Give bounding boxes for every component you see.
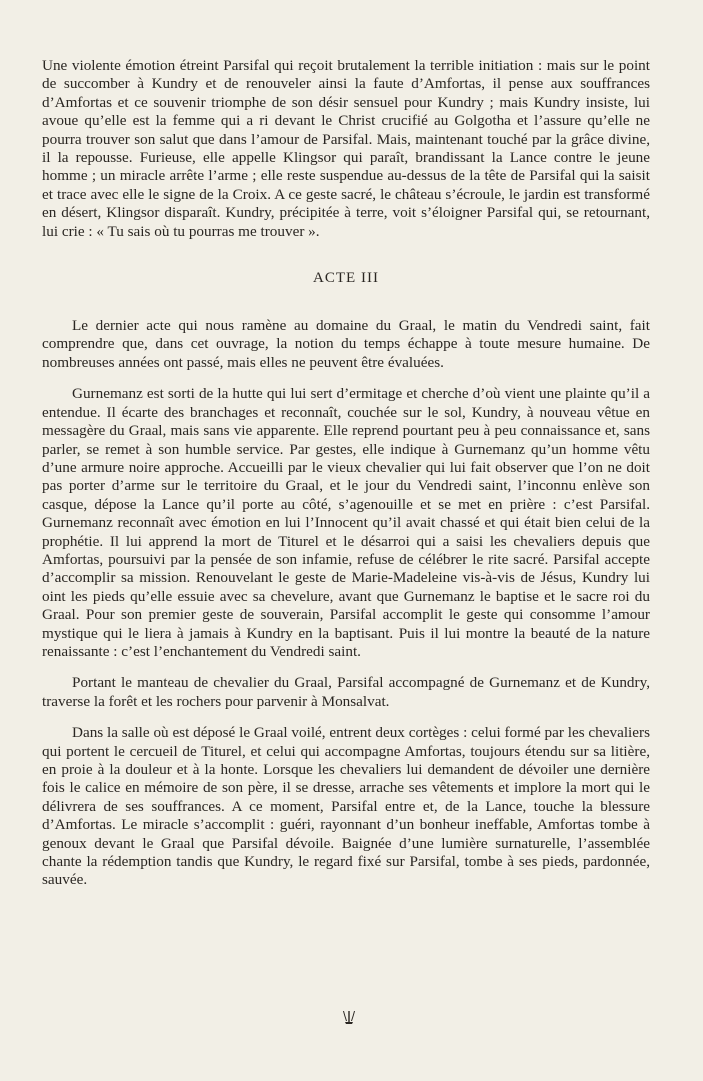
fleuron-ornament-icon (341, 1009, 357, 1025)
paragraph-finale: Dans la salle où est déposé le Graal voilé, entrent deux cortèges : celui formé par les chevaliers qui portent le cercueil de Titurel, et celui qui accompagne Amfortas, toujours étendu sur sa litière, en proie à la douleur et à la honte. Lorsque les chevaliers lui demandent de dévoiler une dernière fois le calice en mémoire de son père, il se dresse, arrache ses vêtements et implore la mort qui le délivrera de ses souffrances. A ce moment, Parsifal entre et, de la Lance, touche la blessure d’Amfortas. Le miracle s’accomplit : guéri, rayonnant d’un bonheur ineffable, Amfortas tombe à genoux devant le Graal que Parsifal dévoile. Baignée d’une lumière surnaturelle, l’assemblée chante la rédemption tandis que Kundry, le regard fixé sur Parsifal, tombe à ses pieds, pardonnée, sauvée. (42, 724, 650, 889)
paragraph-act3-intro: Le dernier acte qui nous ramène au domaine du Graal, le matin du Vendredi saint, fait comprendre que, dans cet ouvrage, la notion du temps échappe à toute mesure humaine. De nombreuses années ont passé, mais elles ne peuvent être évaluées. (42, 317, 650, 371)
paragraph-gurnemanz: Gurnemanz est sorti de la hutte qui lui sert d’ermitage et cherche d’où vient une plainte qu’il a entendue. Il écarte des branchages et reconnaît, couchée sur le sol, Kundry, à nouveau vêtue en messagère du Graal, mais sans vie apparente. Elle reprend pourtant peu à peu connaissance et, sans parler, se remet à son humble service. Par gestes, elle indique à Gurnemanz qu’un homme vêtu d’une armure noire approche. Accueilli par le vieux chevalier qui lui fait observer que l’on ne doit pas porter d’arme sur le territoire du Graal, et le jour du Vendredi saint, l’inconnu enlève son casque, dépose la Lance qu’il porte au côté, s’agenouille et se met en prière : c’est Parsifal. Gurnemanz reconnaît avec émotion en lui l’Innocent qu’il avait chassé et qui était bien celui de la prophétie. Il lui apprend la mort de Titurel et le désarroi qui a saisi les chevaliers depuis que Amfortas, poursuivi par la pensée de son infamie, refuse de célébrer le rite sacré. Parsifal accepte d’accomplir sa mission. Renouvelant le geste de Marie-Madeleine vis-à-vis de Jésus, Kundry lui oint les pieds qu’elle essuie avec sa chevelure, avant que Gurnemanz le baptise et le sacre roi du Graal. Pour son premier geste de souverain, Parsifal accomplit le geste qui consomme l’amour mystique qui le liera à jamais à Kundry en la baptisant. Puis il lui montre la beauté de la nature renaissante : c’est l’enchantement du Vendredi saint. (42, 385, 650, 660)
paragraph-monsalvat: Portant le manteau de chevalier du Graal, Parsifal accompagné de Gurnemanz et de Kundry, traverse la forêt et les rochers pour parvenir à Monsalvat. (42, 674, 650, 710)
page-body (42, 57, 650, 890)
act-heading: ACTE III (313, 270, 379, 287)
paragraph-intro: Une violente émotion étreint Parsifal qui reçoit brutalement la terrible initiation : mais sur le point de succomber à Kundry et de renouveler ainsi la faute d’Amfortas, il pense aux souffrances d’Amfortas et ce souvenir triomphe de son désir sensuel pour Kundry ; mais Kundry insiste, lui avoue qu’elle est la femme qui a ri devant le Christ crucifié au Golgotha et l’assure qu’elle ne pourra trouver son salut que dans l’amour de Parsifal. Mais, maintenant touché par la grâce divine, il la repousse. Furieuse, elle appelle Klingsor qui paraît, brandissant la Lance contre le jeune homme ; un miracle arrête l’arme ; elle reste suspendue au-dessus de la tête de Parsifal qui la saisit et trace avec elle le signe de la Croix. A ce geste sacré, le château s’écroule, le jardin est transformé en désert, Klingsor disparaît. Kundry, précipitée à terre, voit s’éloigner Parsifal qui, se retournant, lui crie : « Tu sais où tu pourras me trouver ». (42, 57, 650, 240)
